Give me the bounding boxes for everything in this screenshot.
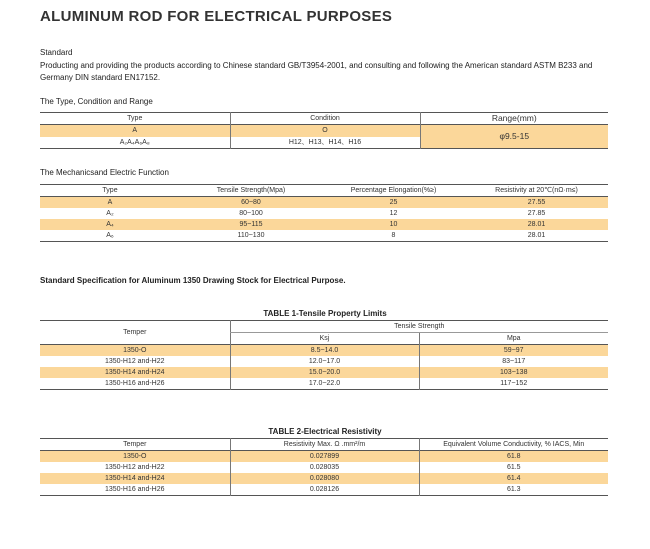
header-cell: Percentage Elongation(%≥) (350, 187, 437, 194)
standard-text-line2: Germany DIN standard EN17152. (40, 73, 161, 82)
conductivity-cell: 61.3 (419, 484, 608, 496)
tensile-cell: 95~115 (180, 219, 322, 230)
type-cell: A₂A₄A₆A₈ (119, 138, 150, 146)
elongation-cell: 12 (389, 210, 398, 217)
type-cell: A₆ (106, 232, 114, 239)
mpa-cell: 117~152 (419, 378, 608, 390)
ksj-cell: 8.5~14.0 (230, 345, 419, 357)
header-cell: Condition (230, 113, 420, 125)
mechanics-heading: The Mechanicsand Electric Function (40, 168, 169, 177)
elongation-cell: 25 (322, 197, 465, 209)
type-cell: A₂ (106, 210, 114, 217)
ksj-cell: 15.0~20.0 (230, 367, 419, 378)
page-title: ALUMINUM ROD FOR ELECTRICAL PURPOSES (40, 8, 393, 25)
mpa-header: Mpa (419, 333, 608, 345)
table-row (40, 125, 608, 137)
conductivity-cell: 61.8 (419, 451, 608, 463)
elongation-cell: 10 (322, 219, 465, 230)
resistivity-cell: 27.55 (465, 197, 608, 209)
table-header-row (40, 113, 608, 125)
temper-cell: 1350-H16 and-H26 (104, 380, 165, 387)
header-cell: Temper (123, 441, 147, 448)
condition-cell: H12、H13、H14、H16 (230, 137, 420, 149)
range-cell: φ9.5-15 (420, 125, 608, 149)
temper-header: Temper (123, 329, 147, 336)
table1-title: TABLE 1-Tensile Property Limits (263, 309, 387, 318)
table-row (40, 208, 608, 219)
mpa-cell: 59~97 (419, 345, 608, 357)
conductivity-cell: 61.4 (419, 473, 608, 484)
temper-cell: 1350-O (40, 345, 230, 357)
table-row (40, 378, 608, 390)
table-row (40, 197, 608, 209)
mpa-cell: 83~117 (419, 356, 608, 367)
header-cell: Equivalent Volume Conductivity, % IACS, Min (419, 439, 608, 451)
table-header-row (40, 321, 608, 333)
standard-label: Standard (40, 48, 73, 57)
resistivity-cell: 0.028080 (230, 473, 419, 484)
ksj-cell: 17.0~22.0 (230, 378, 419, 390)
header-cell: Type (127, 115, 143, 122)
header-cell: Resistivity Max. Ω .mm²/m (230, 439, 419, 451)
elongation-cell: 8 (391, 232, 396, 239)
resistivity-cell: 28.01 (527, 232, 546, 239)
tensile-cell: 80~100 (239, 210, 263, 217)
table-row (40, 345, 608, 357)
resistivity-cell: 28.01 (465, 219, 608, 230)
header-cell: Range(mm) (420, 113, 608, 125)
standard-text-line1: Producting and providing the products according to Chinese standard GB/T3954-2001, and consulting and following the American standard ASTM B233 and (40, 61, 593, 70)
type-condition-table (40, 112, 608, 149)
temper-cell: 1350-H12 and-H22 (104, 464, 165, 471)
resistivity-cell: 0.027899 (230, 451, 419, 463)
mpa-cell: 103~138 (419, 367, 608, 378)
mechanics-table (40, 184, 608, 242)
spec-heading: Standard Specification for Aluminum 1350 Drawing Stock for Electrical Purpose. (40, 276, 346, 285)
type-cell: A (40, 197, 180, 209)
temper-cell: 1350-O (40, 451, 230, 463)
tensile-strength-header: Tensile Strength (230, 321, 608, 333)
table-row (40, 356, 608, 367)
header-cell: Tensile Strength(Mpa) (216, 187, 286, 194)
table-row (40, 473, 608, 484)
type-cell: A₄ (40, 219, 180, 230)
table-header-row (40, 185, 608, 197)
temper-cell: 1350-H16 and-H26 (104, 486, 165, 493)
resistivity-cell: 0.028035 (230, 462, 419, 473)
type-cell: A (40, 125, 230, 137)
resistivity-table (40, 438, 608, 496)
tensile-table (40, 320, 608, 390)
ksj-header: Ksj (230, 333, 419, 345)
table2-title: TABLE 2-Electrical Resistivity (268, 427, 382, 436)
tensile-cell: 110~130 (237, 232, 265, 239)
condition-cell: O (230, 125, 420, 137)
conductivity-cell: 61.5 (419, 462, 608, 473)
table-row (40, 367, 608, 378)
resistivity-cell: 27.85 (527, 210, 546, 217)
table-row (40, 219, 608, 230)
tensile-cell: 60~80 (180, 197, 322, 209)
table-row (40, 484, 608, 496)
temper-cell: 1350-H12 and-H22 (104, 358, 165, 365)
temper-cell: 1350-H14 and-H24 (40, 367, 230, 378)
ksj-cell: 12.0~17.0 (230, 356, 419, 367)
header-cell: Type (102, 187, 118, 194)
table-row (40, 462, 608, 473)
table-row (40, 451, 608, 463)
resistivity-cell: 0.028126 (230, 484, 419, 496)
table-header-row (40, 439, 608, 451)
header-cell: Resistivity at 20℃(nΩ·m≤) (495, 187, 578, 194)
type-condition-heading: The Type, Condition and Range (40, 97, 153, 106)
table-row (40, 230, 608, 242)
temper-cell: 1350-H14 and-H24 (40, 473, 230, 484)
